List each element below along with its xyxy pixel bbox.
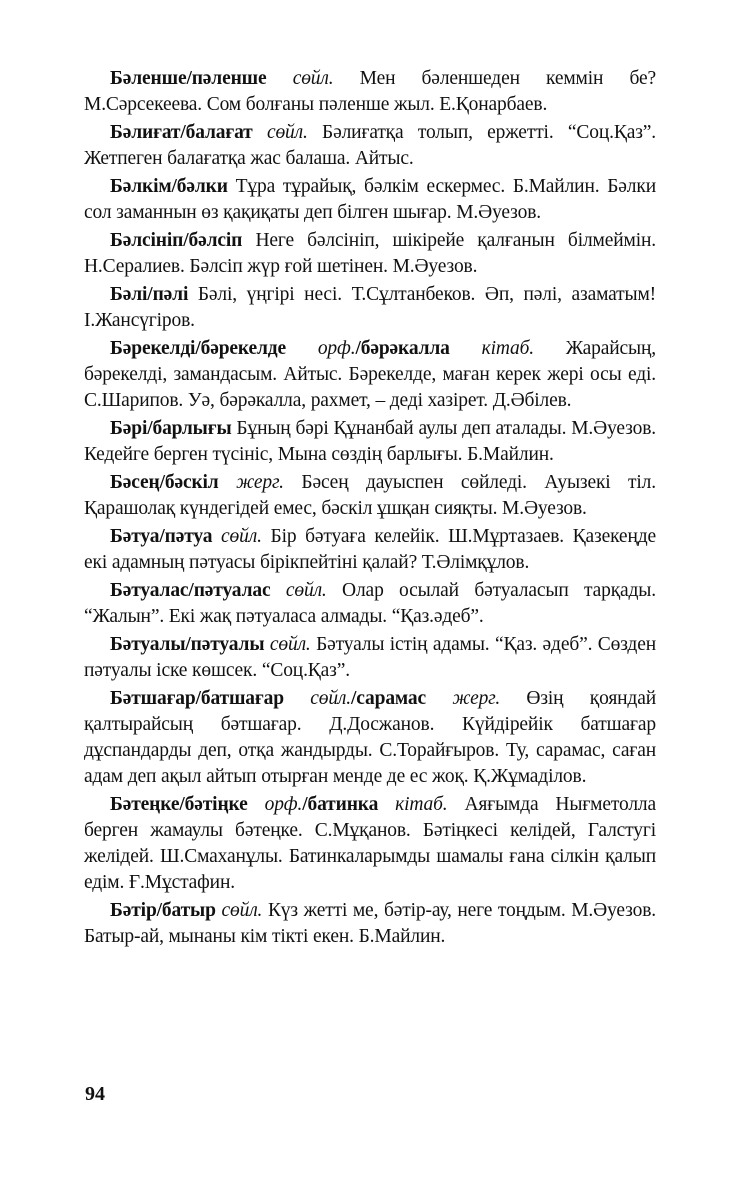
entry-text: Неге бәлсініп, шікірейе қалғанын білмеймін. Н.Сералиев. Бәлсіп жүр ғой шетінен. М.Әуезов. — [84, 230, 656, 277]
usage-mark: сөйл. — [266, 122, 308, 143]
dictionary-entry — [84, 120, 656, 172]
dictionary-entry — [84, 898, 656, 950]
dictionary-body — [84, 66, 656, 952]
entry-headword-variant: /бәрәкалла — [355, 338, 450, 359]
entry-headword: Бәсең/бәскіл — [110, 472, 219, 493]
entry-headword: Бәленше/пәленше — [110, 68, 267, 89]
entry-headword-variant: /батинка — [302, 794, 379, 815]
entry-headword: Бәтеңке/бәтіңке — [110, 794, 248, 815]
usage-mark: сөйл. — [269, 634, 311, 655]
entry-text: Аяғымда Нығметолла берген жамаулы бәтеңке. С.Мұқанов. Бәтіңкесі келідей, Галстугі желідей. Ш.Смаханұлы. Батинкаларымды шамалы ғана сілкін қалып едім. Ғ.Мұстафин. — [84, 794, 656, 893]
entry-headword: Бәрі/барлығы — [110, 418, 232, 439]
usage-mark: жерг. — [452, 688, 501, 709]
dictionary-entry — [84, 792, 656, 896]
entry-text: Тұра тұрайық, бәлкім ескермес. Б.Майлин. Бәлки сол заманнын өз қақиқаты деп білген шығар. М.Әуезов. — [84, 176, 656, 223]
entry-headword: Бәлкім/бәлки — [110, 176, 228, 197]
entry-headword: Бәлі/пәлі — [110, 284, 189, 305]
usage-mark: сөйл. — [285, 580, 327, 601]
usage-mark: сөйл. — [292, 68, 334, 89]
entry-headword: Бәтуалы/пәтуалы — [110, 634, 265, 655]
dictionary-entry — [84, 282, 656, 334]
entry-text: Бәлі, үңгірі несі. Т.Сұлтанбеков. Әп, пәлі, азаматым! І.Жансүгіров. — [84, 284, 656, 331]
dictionary-entry — [84, 174, 656, 226]
dictionary-entry — [84, 524, 656, 576]
usage-mark: сөйл. — [221, 900, 263, 921]
entry-headword: Бәтуалас/пәтуалас — [110, 580, 271, 601]
entry-text: Бәсең дауыспен сөйледі. Ауызекі тіл. Қарашолақ күндегідей емес, бәскіл ұшқан сияқты. М.Әуезов. — [84, 472, 656, 519]
dictionary-entry — [84, 578, 656, 630]
dictionary-entry — [84, 228, 656, 280]
dictionary-entry — [84, 470, 656, 522]
entry-text: Күз жетті ме, бәтір-ау, неге тоңдым. М.Әуезов. Батыр-ай, мынаны кім тікті екен. Б.Майлин. — [84, 900, 656, 947]
entry-text: Мен бәленшеден кеммін бе? М.Сәрсекеева. Сом болғаны пәленше жыл. Е.Қонарбаев. — [84, 68, 656, 115]
entry-headword: Бәрекелді/бәрекелде — [110, 338, 287, 359]
dictionary-entry — [84, 66, 656, 118]
usage-mark: орф. — [264, 794, 303, 815]
entry-text: Бәлиғатқа толып, ержетті. “Соц.Қаз”. Жетпеген балағатқа жас балаша. Айтыс. — [84, 122, 656, 169]
dictionary-entry — [84, 336, 656, 414]
entry-text: Жарайсың, бәрекелді, замандасым. Айтыс. Бәрекелде, маған керек жері осы еді. С.Шарипов. Уә, бәрәкалла, рахмет, – деді хазірет. Д.Әбілев. — [84, 338, 656, 411]
entry-headword: Бәлсініп/бәлсіп — [110, 230, 243, 251]
entry-headword-variant: /сарамас — [351, 688, 427, 709]
entry-text: Өзің қояндай қалтырайсың бәтшағар. Д.Досжанов. Күйдірейік батшағар дұспандарды деп, отқа жандырды. С.Торайғыров. Ту, сарамас, саған адам деп ақыл айтып отырған менде де ес жоқ. Қ.Жұмаділов. — [84, 688, 656, 787]
usage-mark: жерг. — [236, 472, 284, 493]
entry-headword: Бәтшағар/батшағар — [110, 688, 284, 709]
page-number: 94 — [85, 1083, 105, 1105]
entry-text: Бәтуалы істің адамы. “Қаз. әдеб”. Сөзден пәтуалы іске көшсек. “Соц.Қаз”. — [84, 634, 656, 681]
entry-headword: Бәтір/батыр — [110, 900, 216, 921]
entry-text: Олар осылай бәтуаласып тарқады. “Жалын”. Екі жақ пәтуаласа алмады. “Қаз.әдеб”. — [84, 580, 656, 627]
dictionary-entry — [84, 416, 656, 468]
entry-headword: Бәлиғат/балағат — [110, 122, 253, 143]
entry-text: Бұның бәрі Құнанбай аулы деп аталады. М.Әуезов. Кедейге берген түсініс, Мына сөздің барлығы. Б.Майлин. — [84, 418, 656, 465]
entry-text: Бір бәтуаға келейік. Ш.Мұртазаев. Қазекеңде екі адамның пәтуасы бірікпейтіні қалай? Т.Әлімқұлов. — [84, 526, 657, 573]
dictionary-entry — [84, 632, 656, 684]
usage-mark: сөйл. — [221, 526, 262, 547]
usage-mark: кітаб. — [395, 794, 448, 815]
dictionary-entry — [84, 686, 656, 790]
usage-mark: кітаб. — [481, 338, 534, 359]
entry-headword: Бәтуа/пәтуа — [110, 526, 213, 547]
usage-mark: сөйл. — [310, 688, 352, 709]
usage-mark: орф. — [317, 338, 356, 359]
